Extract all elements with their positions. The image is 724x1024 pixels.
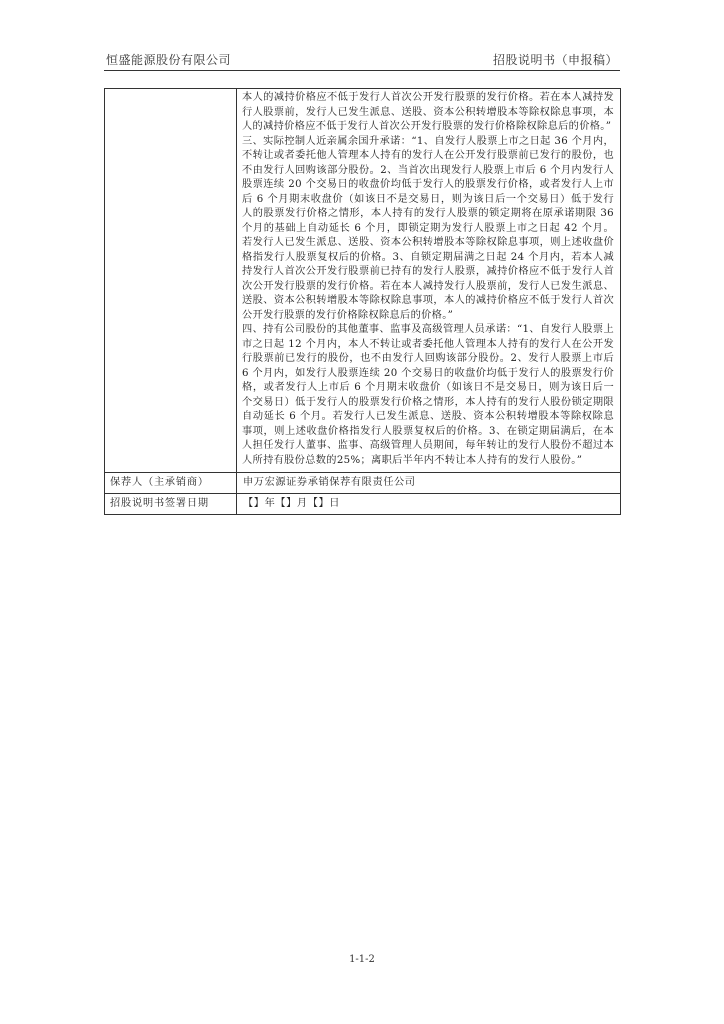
page-header: [104, 48, 620, 71]
signing-date-value: 【】年【】月【】日: [237, 494, 621, 515]
table-row: [105, 494, 621, 515]
page-number: 1-1-2: [349, 954, 375, 965]
sponsor-label: 保荐人（主承销商）: [105, 473, 237, 494]
empty-label-cell: [105, 89, 237, 473]
info-table: [104, 88, 621, 515]
commitment-text-cell: [237, 89, 621, 473]
commitment-paragraph: 四、持有公司股份的其他董事、监事及高级管理人员承诺：“1、自发行人股票上市之日起 12 个月内，本人不转让或者委托他人管理本人持有的发行人在公开发行股票前已发行的股份，也不由发行人回购该部分股份。2、发行人股票上市后 6 个月内，如发行人股票连续 20 个交易日的收盘价均低于发行人的股票发行价格，或者发行人上市后 6 个月期末收盘价（如该日不是交易日，则为该日后一个交易日）低于发行人的股票发行价格之情形，本人持有的发行人股份锁定期限自动延长 6 个月。若发行人已发生派息、送股、资本公积转增股本等除权除息事项，则上述收盘价格指发行人股票复权后的价格。3、在锁定期届满后，在本人担任发行人董事、监事、高级管理人员期间，每年转让的发行人股份不超过本人所持有股份总数的25%；离职后半年内不转让本人持有的发行人股份。”: [242, 324, 614, 466]
table-row: [105, 89, 621, 473]
signing-date-label: 招股说明书签署日期: [105, 494, 237, 515]
table-row: [105, 473, 621, 494]
sponsor-value: 申万宏源证券承销保荐有限责任公司: [237, 473, 621, 494]
commitment-paragraph: 本人的减持价格应不低于发行人首次公开发行股票的发行价格。若在本人减持发行人股票前，发行人已发生派息、送股、资本公积转增股本等除权除息事项，本人的减持价格应不低于发行人首次公开发行股票的发行价格除权除息后的价格。”: [242, 92, 614, 132]
commitment-paragraph: 三、实际控制人近亲属余国升承诺：“1、自发行人股票上市之日起 36 个月内，不转让或者委托他人管理本人持有的发行人在公开发行股票前已发行的股份，也不由发行人回购该部分股份。2、当首次出现发行人股票上市后 6 个月内发行人股票连续 20 个交易日的收盘价均低于发行人的股票发行价格，或者发行人上市后 6 个月期末收盘价（如该日不是交易日，则为该日后一个交易日）低于发行人的股票发行价格之情形，本人持有的发行人股票的锁定期将在原承诺期限 36 个月的基础上自动延长 6 个月，即锁定期为发行人股票上市之日起 42 个月。若发行人已发生派息、送股、资本公积转增股本等除权除息事项，则上述收盘价格指发行人股票复权后的价格。3、自锁定期届满之日起 24 个月内，若本人减持发行人首次公开发行股票前已持有的发行人股票，减持价格应不低于发行人首次公开发行股票的发行价格。若在本人减持发行人股票前，发行人已发生派息、送股、资本公积转增股本等除权除息事项，本人的减持价格应不低于发行人首次公开发行股票的发行价格除权除息后的价格。”: [242, 135, 614, 321]
company-name: 恒盛能源股份有限公司: [106, 53, 232, 67]
document-title: 招股说明书（申报稿）: [492, 53, 618, 67]
